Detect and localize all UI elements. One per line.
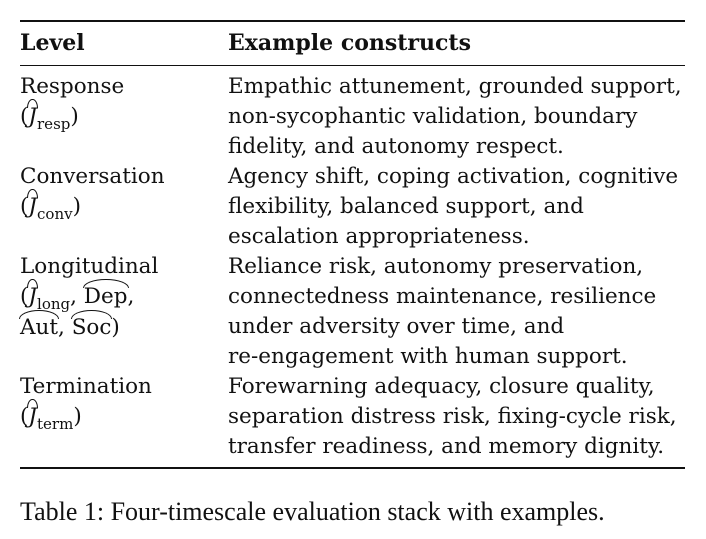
- level-name: Termination: [20, 374, 152, 399]
- dep-hat-symbol: Dep: [84, 282, 128, 312]
- level-name: Conversation: [20, 164, 165, 189]
- paren-open: (: [20, 284, 29, 309]
- table-caption: Table 1: Four-timescale evaluation stack with examples.: [20, 497, 605, 526]
- paren-close: ): [70, 104, 79, 129]
- level-name: Longitudinal: [20, 254, 159, 279]
- constructs-line: Empathic attunement, grounded support,: [228, 74, 682, 99]
- constructs-line: re-engagement with human support.: [228, 344, 628, 369]
- constructs-line: connectedness maintenance, resilience: [228, 284, 657, 309]
- constructs-line: transfer readiness, and memory dignity.: [228, 434, 665, 459]
- j-hat-symbol: J: [28, 102, 37, 132]
- constructs-line: fidelity, and autonomy respect.: [228, 134, 564, 159]
- constructs-cell: [228, 372, 685, 462]
- separator: ,: [70, 284, 84, 309]
- symbol-subscript: resp: [37, 115, 71, 133]
- level-cell: [20, 252, 225, 343]
- bottom-rule: [20, 467, 685, 469]
- level-cell: [20, 372, 225, 433]
- level-symbol-continued: [20, 313, 225, 343]
- constructs-line: Reliance risk, autonomy preservation,: [228, 254, 644, 279]
- table-body: [20, 66, 685, 467]
- paren-open: (: [20, 404, 29, 429]
- constructs-line: Forewarning adequacy, closure quality,: [228, 374, 655, 399]
- level-symbol: [20, 402, 225, 433]
- j-hat-symbol: J: [28, 282, 37, 312]
- level-symbol: [20, 192, 225, 223]
- level-cell: [20, 162, 225, 223]
- separator: ,: [58, 315, 72, 340]
- constructs-line: flexibility, balanced support, and: [228, 194, 584, 219]
- level-cell: [20, 72, 225, 133]
- symbol-subscript: long: [37, 295, 71, 313]
- level-name: Response: [20, 74, 125, 99]
- j-hat-symbol: J: [28, 402, 37, 432]
- constructs-cell: [228, 162, 685, 252]
- level-symbol: [20, 282, 225, 313]
- paren-open: (: [20, 104, 29, 129]
- table-row-conversation: [20, 162, 685, 252]
- soc-hat-symbol: Soc: [72, 313, 112, 343]
- constructs-line: non-sycophantic validation, boundary: [228, 104, 638, 129]
- paren-open: (: [20, 194, 29, 219]
- evaluation-table: [20, 20, 685, 469]
- table-row-response: [20, 72, 685, 162]
- constructs-line: Agency shift, coping activation, cognitive: [228, 164, 679, 189]
- header-level: Level: [20, 30, 85, 56]
- table-row-longitudinal: [20, 252, 685, 372]
- table-header-row: [20, 22, 685, 65]
- j-hat-symbol: J: [28, 192, 37, 222]
- paren-close: ): [72, 194, 81, 219]
- table-row-termination: [20, 372, 685, 462]
- level-symbol: [20, 102, 225, 133]
- constructs-line: separation distress risk, fixing-cycle risk,: [228, 404, 677, 429]
- symbol-subscript: conv: [37, 205, 73, 223]
- constructs-line: escalation appropriateness.: [228, 224, 530, 249]
- aut-hat-symbol: Aut: [20, 313, 58, 343]
- symbol-subscript: term: [37, 415, 74, 433]
- header-example-constructs: Example constructs: [228, 30, 471, 56]
- constructs-cell: [228, 252, 685, 372]
- paren-close: ): [73, 404, 82, 429]
- paren-close: ): [111, 315, 120, 340]
- constructs-cell: [228, 72, 685, 162]
- separator: ,: [127, 284, 135, 309]
- constructs-line: under adversity over time, and: [228, 314, 565, 339]
